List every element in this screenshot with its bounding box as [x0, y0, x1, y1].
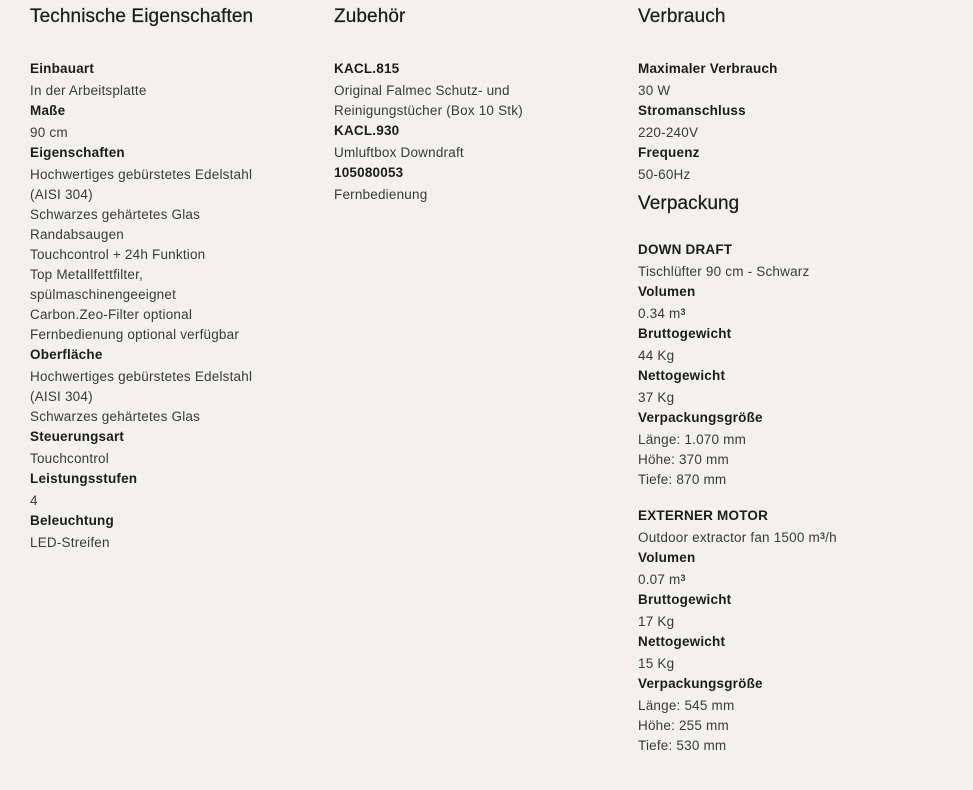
gross-weight-label: Bruttogewicht: [638, 592, 732, 607]
spec-value: 50-60Hz: [638, 167, 691, 182]
net-weight-value: 37 Kg: [638, 390, 675, 405]
package-name: EXTERNER MOTOR: [638, 508, 769, 523]
accessory-code: 105080053: [334, 165, 404, 180]
spec-value: 90 cm: [30, 125, 68, 140]
spec-label: Beleuchtung: [30, 513, 114, 528]
accessory-description: Original Falmec Schutz- und: [334, 83, 510, 98]
accessory-description: Fernbedienung: [334, 187, 428, 202]
package-size-value: Länge: 545 mm: [638, 698, 735, 713]
net-weight-value: 15 Kg: [638, 656, 675, 671]
package-size-value: Tiefe: 530 mm: [638, 738, 727, 753]
accessory-item: [334, 59, 614, 121]
accessories-list: [334, 59, 614, 205]
package-size-label: Verpackungsgröße: [638, 676, 763, 691]
consumption-heading: Verbrauch: [638, 6, 726, 27]
spec-label: Maximaler Verbrauch: [638, 61, 778, 76]
technical-properties-list: [30, 59, 310, 553]
spec-value: (AISI 304): [30, 389, 93, 404]
spec-label: Eigenschaften: [30, 145, 125, 160]
accessory-code: KACL.815: [334, 61, 400, 76]
spec-item-surface: [30, 345, 310, 427]
spec-value: Carbon.Zeo-Filter optional: [30, 307, 193, 322]
spec-value: Schwarzes gehärtetes Glas: [30, 409, 201, 424]
spec-label: Einbauart: [30, 61, 95, 76]
accessory-item: [334, 163, 614, 205]
spec-value: Schwarzes gehärtetes Glas: [30, 207, 201, 222]
accessories-section: [334, 0, 614, 205]
package-size-label: Verpackungsgröße: [638, 410, 763, 425]
spec-value: LED-Streifen: [30, 535, 110, 550]
spec-value: spülmaschinengeeignet: [30, 287, 177, 302]
spec-value: 4: [30, 493, 38, 508]
packaging-heading: Verpackung: [638, 193, 740, 214]
spec-value: Fernbedienung optional verfügbar: [30, 327, 240, 342]
package-external-motor: [638, 506, 958, 756]
package-size-value: Höhe: 370 mm: [638, 452, 729, 467]
spec-value: Touchcontrol: [30, 451, 109, 466]
spec-value: Hochwertiges gebürstetes Edelstahl: [30, 369, 253, 384]
spec-value: Touchcontrol + 24h Funktion: [30, 247, 206, 262]
spec-value: 220-240V: [638, 125, 699, 140]
spec-item-dimensions: [30, 101, 310, 143]
spec-value: In der Arbeitsplatte: [30, 83, 147, 98]
consumption-item: [638, 59, 958, 101]
spec-label: Stromanschluss: [638, 103, 746, 118]
spec-label: Leistungsstufen: [30, 471, 138, 486]
consumption-list: [638, 59, 958, 185]
net-weight-label: Nettogewicht: [638, 368, 726, 383]
net-weight-label: Nettogewicht: [638, 634, 726, 649]
volume-label: Volumen: [638, 550, 696, 565]
spec-item-control-type: [30, 427, 310, 469]
volume-label: Volumen: [638, 284, 696, 299]
gross-weight-value: 44 Kg: [638, 348, 675, 363]
package-size-value: Tiefe: 870 mm: [638, 472, 727, 487]
spec-label: Steuerungsart: [30, 429, 125, 444]
spec-item-power-levels: [30, 469, 310, 511]
package-description: Tischlüfter 90 cm - Schwarz: [638, 264, 810, 279]
spec-label: Oberfläche: [30, 347, 103, 362]
consumption-item: [638, 143, 958, 185]
consumption-item: [638, 101, 958, 143]
spec-value: Top Metallfettfilter,: [30, 267, 143, 282]
spec-item-lighting: [30, 511, 310, 553]
accessory-item: [334, 121, 614, 163]
accessories-heading: Zubehör: [334, 6, 406, 27]
package-down-draft: [638, 240, 958, 490]
gross-weight-value: 17 Kg: [638, 614, 675, 629]
volume-value: 0.34 $m^3$: [638, 306, 686, 321]
accessory-description: Umluftbox Downdraft: [334, 145, 464, 160]
gross-weight-label: Bruttogewicht: [638, 326, 732, 341]
spec-label: Frequenz: [638, 145, 700, 160]
package-size-value: Länge: 1.070 mm: [638, 432, 747, 447]
spec-value: 30 W: [638, 83, 671, 98]
package-description: Outdoor extractor fan 1500 $m^3/h$: [638, 530, 837, 545]
consumption-packaging-column: [638, 0, 958, 756]
package-name: DOWN DRAFT: [638, 242, 733, 257]
spec-value: Randabsaugen: [30, 227, 124, 242]
volume-value: 0.07 $m^3$: [638, 572, 686, 587]
spec-value: Hochwertiges gebürstetes Edelstahl: [30, 167, 253, 182]
spec-item-installation: [30, 59, 310, 101]
spec-item-features: [30, 143, 310, 345]
package-size-value: Höhe: 255 mm: [638, 718, 729, 733]
spec-value: (AISI 304): [30, 187, 93, 202]
spec-label: Maße: [30, 103, 66, 118]
technical-properties-heading: Technische Eigenschaften: [30, 6, 254, 27]
accessory-code: KACL.930: [334, 123, 400, 138]
accessory-description: Reinigungstücher (Box 10 Stk): [334, 103, 523, 118]
technical-properties-section: [30, 0, 310, 553]
